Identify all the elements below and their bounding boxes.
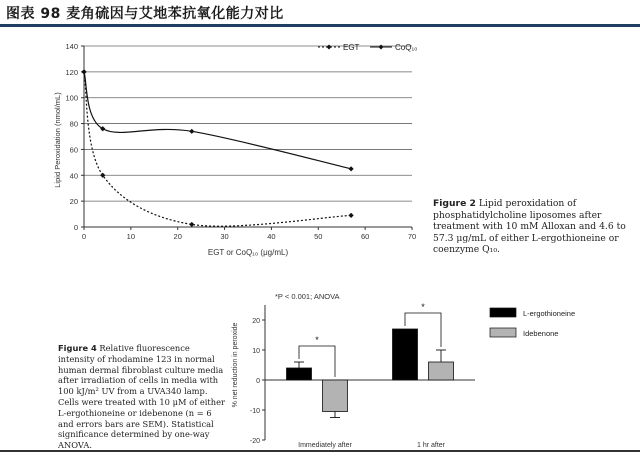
y-tick-label: -20 bbox=[249, 438, 260, 445]
x-tick-label: 40 bbox=[267, 232, 276, 241]
figure-2-caption bbox=[433, 198, 633, 256]
legend-label: CoQ₁₀ bbox=[395, 43, 418, 52]
y-tick-label: 40 bbox=[69, 171, 78, 181]
figure-2-text: Lipid peroxidation of phosphatidylcholine liposomes after treatment with 10 mM Alloxan and 4.6 to 57.3 μg/mL of either L-ergothioneine or coenzyme Q₁₀. bbox=[433, 198, 626, 256]
legend-label: Idebenone bbox=[523, 329, 559, 338]
legend-marker bbox=[379, 45, 384, 50]
series-line-coq10 bbox=[84, 72, 351, 169]
bar-ergothioneine bbox=[393, 329, 418, 380]
lipid-peroxidation-chart bbox=[0, 30, 430, 265]
data-point bbox=[348, 213, 353, 218]
y-tick-label: 100 bbox=[65, 93, 78, 103]
peroxide-reduction-chart bbox=[225, 285, 635, 450]
category-label: Immediately after bbox=[298, 442, 352, 449]
legend-swatch bbox=[490, 328, 516, 337]
legend-swatch bbox=[490, 308, 516, 317]
y-tick-label: 10 bbox=[252, 348, 260, 355]
x-tick-label: 20 bbox=[173, 232, 182, 241]
significance-star: * bbox=[315, 335, 319, 345]
y-tick-label: 20 bbox=[69, 197, 78, 207]
report-title-bar bbox=[0, 0, 640, 26]
figure-4-caption bbox=[58, 343, 226, 451]
legend-label: L-ergothioneine bbox=[523, 309, 576, 318]
title-rule bbox=[0, 24, 640, 27]
significance-star: * bbox=[421, 302, 425, 312]
series-line-egt bbox=[84, 72, 351, 226]
y-tick-label: -10 bbox=[249, 408, 260, 415]
x-axis-label: EGT or CoQ₁₀ (μg/mL) bbox=[207, 248, 289, 257]
y-tick-label: 20 bbox=[252, 318, 260, 325]
y-tick-label: 140 bbox=[65, 42, 78, 51]
y-tick-label: 0 bbox=[73, 223, 78, 232]
data-point bbox=[348, 166, 353, 171]
legend-marker bbox=[327, 45, 332, 50]
figure-2-label: Figure 2 bbox=[433, 198, 476, 209]
y-tick-label: 60 bbox=[69, 145, 78, 155]
page-title: 图表 98 麦角硫因与艾地苯抗氧化能力对比 bbox=[6, 6, 284, 22]
y-axis-label: % net reduction in peroxide bbox=[232, 322, 239, 408]
y-tick-label: 0 bbox=[256, 378, 260, 385]
data-point bbox=[81, 69, 86, 74]
significance-note: *P < 0.001; ANOVA bbox=[275, 292, 340, 301]
x-tick-label: 10 bbox=[126, 232, 136, 241]
bar-idebenone bbox=[323, 380, 348, 412]
figure-4-label: Figure 4 bbox=[58, 343, 97, 353]
legend-label: EGT bbox=[343, 43, 360, 52]
y-tick-label: 120 bbox=[65, 67, 78, 77]
x-tick-label: 70 bbox=[407, 232, 417, 241]
x-tick-label: 30 bbox=[220, 232, 229, 241]
data-point bbox=[189, 222, 194, 227]
bar-ergothioneine bbox=[287, 368, 312, 380]
y-tick-label: 80 bbox=[69, 119, 78, 129]
bar-idebenone bbox=[429, 362, 454, 380]
y-axis-label: Lipid Peroxidation (nmol/mL) bbox=[53, 92, 62, 188]
x-tick-label: 0 bbox=[81, 232, 87, 241]
x-tick-label: 50 bbox=[314, 232, 323, 241]
data-point bbox=[189, 129, 194, 134]
bottom-rule bbox=[0, 450, 640, 452]
figure-4-text: Relative fluorescence intensity of rhodamine 123 in normal human dermal fibroblast culture media after irradiation of cells in media with 100 kJ/m² UV from a UVA340 lamp. Cells were treated with 10 μM of either L-ergothioneine or idebenone (n = 6 and errors bars are SEM). Statistical significance determined by one-way ANOVA. bbox=[58, 343, 225, 451]
x-tick-label: 60 bbox=[360, 232, 370, 241]
category-label: 1 hr after bbox=[416, 442, 446, 449]
